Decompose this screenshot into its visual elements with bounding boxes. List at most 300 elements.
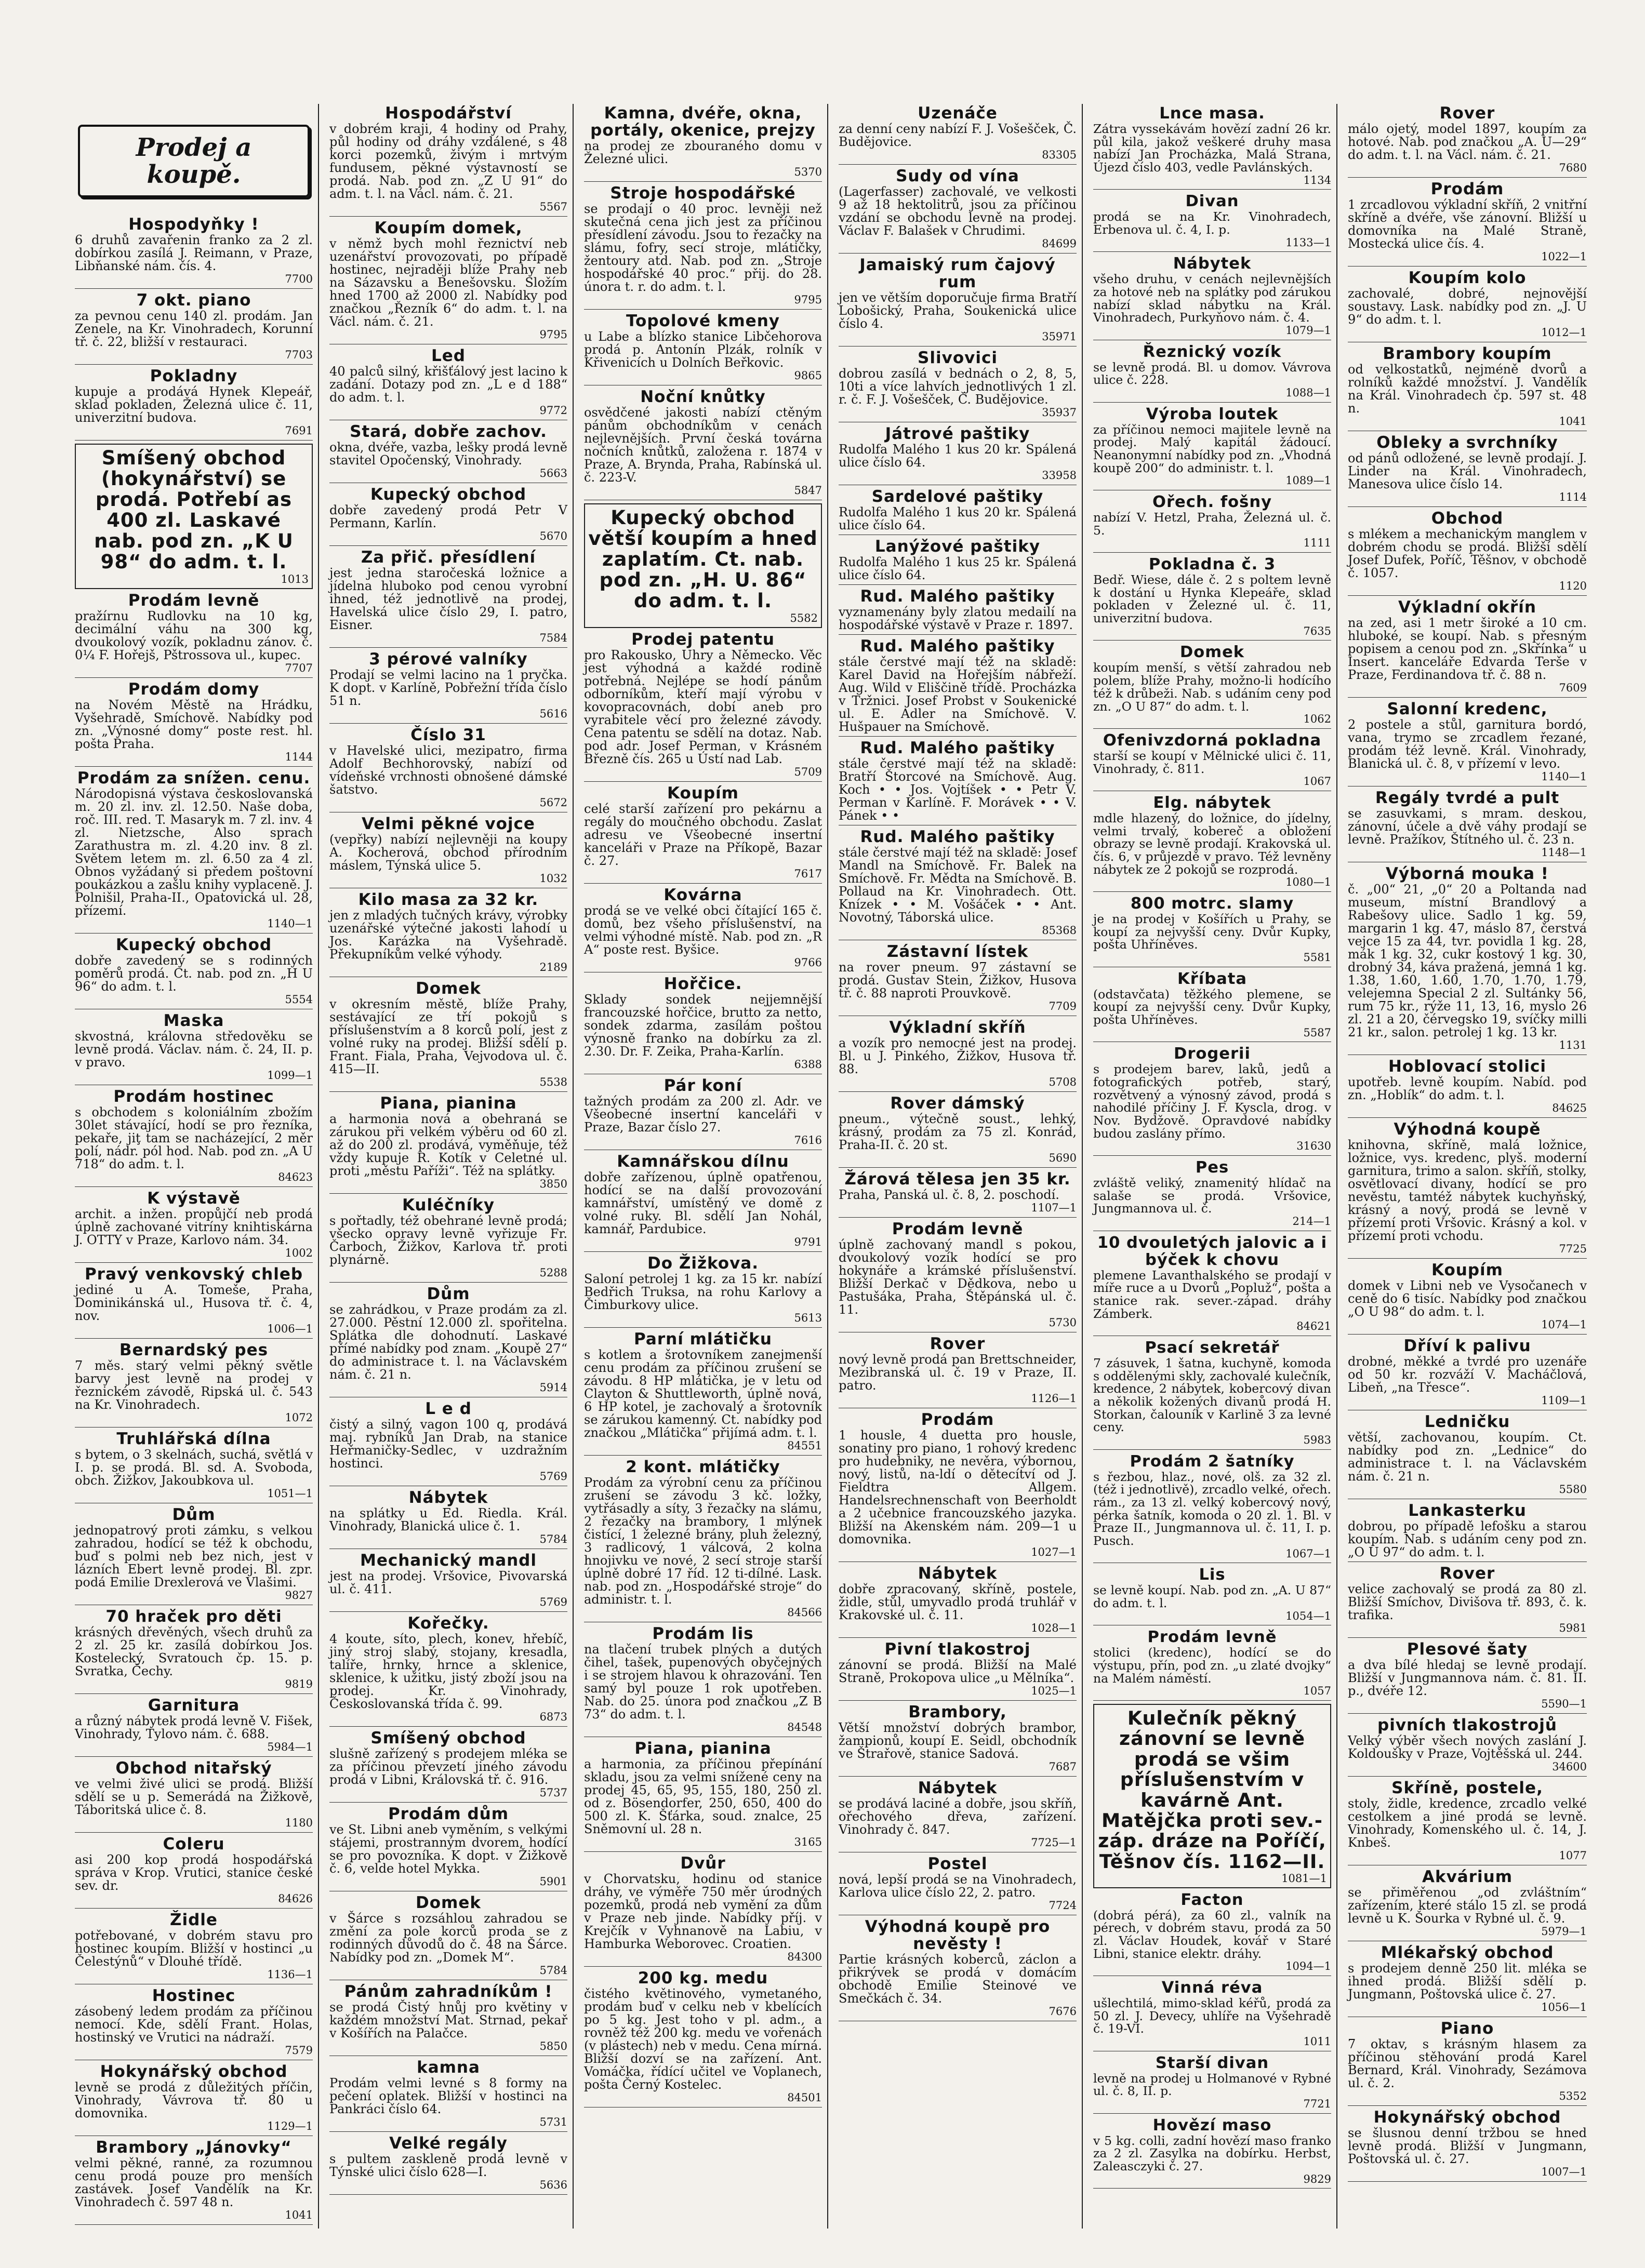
- ad-heading: Lis: [1199, 1566, 1226, 1584]
- classified-ad: [1093, 556, 1331, 641]
- classified-ad: [1093, 1979, 1331, 2051]
- classified-ad: [1348, 1717, 1587, 1777]
- ad-heading: Dům: [427, 1285, 470, 1303]
- ad-reference-number: 5587: [1303, 1026, 1331, 1039]
- ad-text: 7 zásuvek, 1 šatna, kuchyně, komoda s oddělenými skly, zachovalé kulečník, kredence, 2 nábytek, kobercový divan a několik kožených divanů prodá H. Storkan, čalouník v Karlině 3 za levné ceny.: [1093, 1356, 1331, 1435]
- ad-heading: Postel: [927, 1855, 988, 1873]
- classified-ad: [1348, 1780, 1587, 1865]
- classified-ad: [1093, 895, 1331, 967]
- ad-heading: Plesové šaty: [1407, 1640, 1528, 1659]
- ad-reference-number: 1007—1: [1541, 2166, 1587, 2178]
- ad-heading: Dříví k palivu: [1403, 1337, 1531, 1355]
- classified-ad: [329, 1197, 567, 1283]
- ad-heading: Nábytek: [1173, 255, 1252, 273]
- classified-ad: [75, 681, 313, 767]
- ad-heading: Koupím domek,: [374, 219, 523, 237]
- ad-text: jen ve větším doporučuje firma Bratří Lobošický, Praha, Soukenická ulice číslo 4.: [839, 290, 1077, 331]
- classified-ad: [75, 368, 313, 441]
- ad-heading: Pokladna č. 3: [1148, 555, 1276, 574]
- classified-ad: [839, 350, 1077, 422]
- classified-ad: [1093, 1891, 1331, 1976]
- ad-text: s prodejem barev, laků, jedů a fotografických potřeb, starý, rozvětvený a výnosný závod, prodá s nahodilé příčiny J. F. Kyscla, drog. v Nov. Bydžově. Opravdové nabídky budou zaslány přímo.: [1093, 1062, 1331, 1141]
- ad-heading: Pes: [1195, 1158, 1229, 1177]
- ad-heading: Do Žižkova.: [647, 1254, 759, 1273]
- ad-text: (vepřky) nabízí nejlevněji na koupy A. Kocherová, obchod přírodním máslem, Týnská ulice 5.: [329, 832, 567, 873]
- ad-heading: Výkladní okřín: [1398, 598, 1536, 617]
- ad-reference-number: 84626: [278, 1892, 313, 1905]
- ad-text: mdle hlazený, do ložnice, do jídelny, velmi trvalý, kobereč a obložení obrazy se levně prodají. Krakovská ul. čís. 6, v průjezdě v pravo. Též levněny nábytek ze 2 pokojů se rozprodá.: [1093, 810, 1331, 877]
- ad-text: koupím menší, s větší zahradou neb polem, blíže Prahy, možno-li hodícího též k drůbeži. Nab. s udáním ceny pod zn. „O U 87“ do adm. t. l.: [1093, 660, 1331, 714]
- ad-reference-number: 1120: [1559, 580, 1587, 592]
- ad-reference-number: 1180: [285, 1817, 313, 1829]
- ad-heading: Lanýžové paštiky: [874, 537, 1041, 556]
- classified-ad: [75, 1431, 313, 1503]
- ad-reference-number: 83305: [1042, 149, 1077, 161]
- ad-heading: Žárová tělesa jen 35 kr.: [844, 1170, 1071, 1189]
- ad-reference-number: 9819: [285, 1678, 313, 1690]
- ad-heading: Řeznický vozík: [1143, 342, 1282, 361]
- classified-ad: [1093, 1453, 1331, 1564]
- ad-text: (odstavčata) těžkého plemene, se koupí za nejvyšší ceny. Dvůr Kupky, pošta Uhříněves.: [1093, 986, 1331, 1027]
- ad-heading: Led: [431, 346, 466, 365]
- classified-ad: [839, 538, 1077, 585]
- ad-heading: Hostinec: [152, 1986, 236, 2005]
- ad-heading: Smíšený obchod: [370, 1729, 526, 1747]
- ad-text: (Lagerfasser) zachovalé, ve velkosti 9 až 18 hektolitrů, jsou za příčinou vzdání se obchodu levně na prodej. Václav F. Balašek v Chrudimi.: [839, 184, 1077, 238]
- ad-reference-number: 9772: [539, 404, 567, 417]
- ad-text: na splátky u Ed. Riedla. Král. Vinohrady, Blanická ulice č. 1.: [329, 1506, 567, 1533]
- ad-reference-number: 34600: [1552, 1760, 1587, 1773]
- ad-reference-number: 7703: [285, 349, 313, 361]
- classified-ad: [839, 1411, 1077, 1562]
- ad-reference-number: 7616: [794, 1134, 822, 1146]
- ad-heading: Stará, dobře zachov.: [350, 422, 547, 441]
- ad-reference-number: 9795: [539, 328, 567, 341]
- ad-reference-number: 1126—1: [1031, 1392, 1077, 1405]
- ad-reference-number: 1094—1: [1285, 1960, 1331, 1973]
- ad-heading: Koupím: [667, 784, 739, 803]
- ad-text: prodá se ve velké obci čítající 165 č. domů, bez všeho příslušenství, na velmi výhodné místě. Nab. pod zn. „R A“ poste rest. Byšice.: [584, 903, 822, 957]
- ad-reference-number: 7725: [1559, 1243, 1587, 1255]
- ad-reference-number: 5709: [794, 766, 822, 778]
- ad-heading: Salonní kredenc,: [1387, 700, 1548, 718]
- ad-text: dobře zpracovaný, skříně, postele, židle, stůl, umyvadlo prodá truhlář v Krakovské ul. č. 11.: [839, 1582, 1077, 1622]
- ad-heading: Topolové kmeny: [626, 312, 780, 330]
- ad-text: 4 koute, síto, plech, konev, hřebíč, jiný stroj slabý, stojany, kresadla, talíře, hrnky, hrnce a sklenice, sklenice, k užitku, jistý zboží jsou na prodej. Kr. Vinohrady, Českoslovanská třída č. 99.: [329, 1632, 567, 1711]
- ad-text: (dobrá pérá), za 60 zl., valník na pérech, v dobrém stavu, prodá za 50 zl. Václav Houdek, kovář v Staré Libni, stanice elektr. dráhy.: [1093, 1907, 1331, 1961]
- classified-ad: [329, 1730, 567, 1803]
- ad-reference-number: 1041: [1559, 415, 1587, 428]
- ad-reference-number: 1099—1: [267, 1069, 313, 1082]
- ad-heading: Hospodářství: [385, 104, 512, 123]
- classified-ad: [329, 1983, 567, 2056]
- classified-ad: [839, 638, 1077, 737]
- ad-reference-number: 2189: [539, 961, 567, 973]
- ad-reference-number: 1140—1: [267, 917, 313, 930]
- classified-ad: [329, 348, 567, 420]
- classified-ad: [1093, 970, 1331, 1043]
- classified-ad: [584, 1970, 822, 2107]
- classified-ad: [329, 423, 567, 483]
- classified-ad: [75, 937, 313, 1009]
- ad-heading: 2 kont. mlátičky: [626, 1458, 780, 1476]
- ad-reference-number: 5769: [539, 1596, 567, 1608]
- ad-heading: Drogerii: [1174, 1045, 1251, 1063]
- ad-text: od velkostatků, nejméně dvorů a rolníků každé množství. J. Vandělík na Král. Vinohradech čp. 597 st. 48 n.: [1348, 362, 1587, 416]
- ad-reference-number: 9766: [794, 956, 822, 969]
- ad-heading: Číslo 31: [410, 726, 486, 744]
- ad-reference-number: 33958: [1042, 469, 1077, 482]
- classified-ad: [584, 1740, 822, 1852]
- ad-text: se levně koupí. Nab. pod zn. „A. U 87“ do adm. t. l.: [1093, 1583, 1331, 1611]
- ad-heading: Výhodná koupě: [1394, 1120, 1541, 1139]
- classified-ad: [75, 1506, 313, 1605]
- classified-ad: [329, 2135, 567, 2195]
- ad-text: upotřeb. levně koupím. Nabíd. pod zn. „Hoblík“ do adm. t. l.: [1348, 1075, 1587, 1102]
- ad-heading: Hokynářský obchod: [100, 2062, 288, 2081]
- classified-ad: [839, 1641, 1077, 1701]
- ad-text: s mlékem a mechanickým manglem v dobrém chodu se prodá. Bližší sdělí Josef Dufek, Poříč, Těšnov, v obchodě č. 1057.: [1348, 527, 1587, 580]
- ad-reference-number: 7579: [285, 2044, 313, 2057]
- ad-reference-number: 1131: [1559, 1039, 1587, 1051]
- ad-reference-number: 1144: [285, 751, 313, 763]
- classified-ad: [1093, 1704, 1331, 1888]
- classified-ad: [1093, 1629, 1331, 1701]
- ad-text: jest jedna staročeská ložnice a jídelna hluboko pod cenou vyrobní ihned, též jednotlivě na prodej, Havelská ulice číslo 29, I. patro, Eisner.: [329, 566, 567, 632]
- ad-text: kupuje a prodává Hynek Klepeář, sklad pokladen, Železná ulice č. 11, univerzitní budova.: [75, 384, 313, 425]
- ad-reference-number: 5567: [539, 201, 567, 213]
- ad-heading: Obchod nitařský: [115, 1759, 272, 1778]
- ad-text: jen z mladých tučných krávy, výrobky uzenářské výtečné jakosti lahodí u Jos. Karázka na Vyšehradě. Překupníkům velké výhody.: [329, 908, 567, 962]
- ad-reference-number: 1028—1: [1031, 1622, 1077, 1634]
- ad-reference-number: 7617: [794, 868, 822, 880]
- ad-heading: Elg. nábytek: [1153, 793, 1271, 812]
- ad-heading: Vinná réva: [1161, 1978, 1263, 1997]
- classified-ad: [584, 313, 822, 385]
- newspaper-page: [73, 104, 1590, 2229]
- ad-reference-number: 1013: [281, 573, 309, 585]
- ad-text: nová, lepší prodá se na Vinohradech, Karlova ulice číslo 22, 2. patro.: [839, 1872, 1077, 1900]
- ad-text: s obchodem s koloniálním zbožím 30let stávající, hodí se pro řezníka, pekaře, jiţ tam se nacházející, 2 měr polí, nádr. pól hod. Nab. pod zn. „A U 718“ do adm. t. l.: [75, 1105, 313, 1171]
- ad-heading: Coleru: [163, 1835, 225, 1853]
- ad-heading: Uzenáče: [918, 104, 998, 123]
- ad-heading: Domek: [416, 1893, 481, 1912]
- ad-reference-number: 7700: [285, 273, 313, 285]
- classified-ad: [839, 1704, 1077, 1777]
- ad-heading: Kamna, dvéře, okna, portály, okenice, prejzy: [590, 104, 816, 140]
- ad-heading: 200 kg. medu: [638, 1969, 768, 1987]
- classified-ad: [75, 1836, 313, 1909]
- classified-ad: [1348, 701, 1587, 786]
- ad-heading: Židle: [170, 1911, 218, 1929]
- ad-reference-number: 5370: [794, 166, 822, 178]
- ad-heading: Nábytek: [918, 1564, 998, 1583]
- ad-reference-number: 3165: [794, 1836, 822, 1848]
- ad-text: zánovní se prodá. Bližší na Malé Straně, Prokopova ulice „u Mělníka“.: [839, 1658, 1077, 1685]
- ad-text: je na prodej v Košířích u Prahy, se koupí za nejvyšší ceny. Dvůr Kupky, pošta Uhříněves.: [1093, 911, 1331, 952]
- ad-text: dobrou zasílá v bednách o 2, 8, 5, 10ti a více lahvích jednotlivých 1 zl. r. č. F. J. Vošešček, Č. Budějovice.: [839, 366, 1077, 407]
- ad-heading: Kříbata: [1177, 969, 1247, 988]
- ad-heading: Zástavní lístek: [886, 942, 1029, 961]
- ad-heading: Smíšený obchod (hokynářství) se prodá. Potřebí as 400 zl. Laskavé nab. pod zn. „K U 98“ do adm. t. l.: [94, 447, 294, 573]
- ad-reference-number: 5288: [539, 1266, 567, 1279]
- classified-ad: [1348, 1641, 1587, 1714]
- ad-text: levně na prodej u Holmanové v Rybné ul. č. 8, II. p.: [1093, 2071, 1331, 2099]
- ad-reference-number: 1114: [1559, 491, 1587, 503]
- classified-ad: [1348, 510, 1587, 596]
- ad-text: ve St. Libni aneb vyměním, s velkými stájemi, prostranným dvorem, hodící se pro povozníka. K dopt. v Žižkově č. 6, velde hotel Mykka.: [329, 1822, 567, 1876]
- ad-reference-number: 1051—1: [267, 1487, 313, 1500]
- ad-heading: Maska: [163, 1011, 224, 1030]
- ad-text: v němž bych mohl řeznictví neb uzenářství provozovati, po případě hostinec, nejraději blíže Prahy neb na Sázavsku a Benešovsku. Složím hned 1700 až 2000 zl. Nabídky pod značkou „Řezník 6“ do adm. t. l. na Václ. nám. č. 21.: [329, 236, 567, 329]
- ad-heading: Domek: [416, 979, 481, 998]
- ad-text: s kotlem a šrotovníkem zanejmenší cenu prodám za příčinou zrušení se závodu. 8 HP mlátička, je v letu od Clayton & Shuttleworth, úplně nová, 6 HP kotel, je zachovalý a šrotovník se zárukou kamenný. Ct. nabídky pod značkou „Mlátička“ přijímá adm. t. l.: [584, 1348, 822, 1440]
- ad-text: velice zachovalý se prodá za 80 zl. Bližší Smíchov, Divišova tř. 893, č. k. trafika.: [1348, 1582, 1587, 1622]
- ad-reference-number: 1079—1: [1285, 324, 1331, 337]
- ad-reference-number: 7687: [1049, 1760, 1077, 1773]
- ad-text: stále čerstvé mají též na skladě: Josef Mandl na Smíchově. Fr. Balek na Smíchově. Fr. Mědta na Smíchově. B. Pollaud na Kr. Vinohradech. Ott. Knízek • • M. Vošáček • • Ant. Novotný, Táborská ulice.: [839, 845, 1077, 925]
- ad-heading: Rover: [1439, 1564, 1495, 1583]
- classified-ad: [75, 770, 313, 933]
- ads-list: [584, 105, 822, 2107]
- ad-text: 1 zrcadlovou výkladní skříň, 2 vnitřní skříně a dvéře, vše zánovní. Bližší u domovníka na Malé Straně, Mostecká ulice čís. 4.: [1348, 197, 1587, 251]
- classified-ad: [584, 1625, 822, 1737]
- classified-ad: [1348, 599, 1587, 698]
- ad-text: Prodám za výrobní cenu za příčinou zrušení se závodu 3 kč. ložky, vytřásadly a síty, 3 řezačky na slámu, 2 řezačky na brambory, 1 mlýnek čistící, 1 železné brány, pluh železný, 3 radlicový, 1 válcová, 2 kolna hnojivku ve nové, 2 secí stroje starší úplně dobré 17 říd. 12 ti-dílné. Lask. nab. pod zn. „Hospodářské stroje“ do administr. t. l.: [584, 1475, 822, 1607]
- ad-reference-number: 5582: [790, 612, 818, 624]
- classified-ad: [329, 2059, 567, 2132]
- ad-text: dobře zavedený prodá Petr V Permann, Karlín.: [329, 503, 567, 530]
- classified-ad: [75, 1697, 313, 1757]
- classified-ad: [75, 444, 313, 589]
- ad-text: a různý nábytek prodá levně V. Fišek, Vinohrady, Tylovo nám. č. 688.: [75, 1714, 313, 1741]
- ad-reference-number: 9827: [285, 1589, 313, 1602]
- ad-reference-number: 84699: [1042, 237, 1077, 250]
- ad-text: Velký výběr všech nových zaslání J. Koldoušky v Praze, Vojtěšská ul. 244.: [1348, 1733, 1587, 1761]
- classified-ad: [839, 488, 1077, 535]
- classified-ad: [329, 1895, 567, 1980]
- ad-heading: Piano: [1440, 2019, 1494, 2038]
- column-1: [73, 104, 319, 2229]
- classified-ad: [1348, 181, 1587, 266]
- ad-reference-number: 1032: [539, 872, 567, 885]
- ad-reference-number: 1057: [1303, 1685, 1331, 1698]
- ad-text: 7 měs. starý velmi pěkný světle barvy jest levně na prodej v řeznickém závodě, Ripská ul. č. 543 na Kr. Vinohradech.: [75, 1358, 313, 1412]
- classified-ad: [329, 1552, 567, 1612]
- ad-text: ve velmi živé ulici se prodá. Bližší sdělí se u p. Semerádá na Žižkově, Táboritská ulice č. 8.: [75, 1777, 313, 1817]
- classified-ad: [1348, 1338, 1587, 1410]
- ad-heading: Prodej patentu: [631, 630, 775, 649]
- ad-text: zásobený ledem prodám za příčinou nemocí. Kde, sdělí Frant. Holas, hostinský ve Vrutici na nádraží.: [75, 2004, 313, 2045]
- ad-reference-number: 7676: [1049, 2005, 1077, 2018]
- ad-heading: Regály tvrdé a pult: [1375, 789, 1560, 807]
- classified-ad: [329, 549, 567, 648]
- classified-ad: [839, 1095, 1077, 1168]
- ad-reference-number: 1041: [285, 2209, 313, 2221]
- ad-text: vyznamenány byly zlatou medailí na hospodářské výstavě v Praze r. 1897.: [839, 605, 1077, 632]
- ad-text: se prodají o 40 proc. levněji než skutečná cena jich jest za příčinou přesídlení závodu. Jsou to řezačky na slámu, fofry, secí stroje, mlátičky, žentoury atd. Nab. pod zn. „Stroje hospodářské 40 proc.“ přij. do 28. února t. r. do adm. t. l.: [584, 202, 822, 294]
- ad-text: nový levně prodá pan Brettschneider, Mezibranská ul. č. 19 v Praze, II. patro.: [839, 1352, 1077, 1393]
- ad-reference-number: 5981: [1559, 1622, 1587, 1634]
- ad-text: od pánů odložené, se levně prodají. J. Linder na Král. Vinohradech, Manesova ulice číslo 14.: [1348, 451, 1587, 491]
- ad-heading: Prodám: [921, 1410, 994, 1429]
- ad-heading: Skříně, postele,: [1391, 1779, 1543, 1797]
- ad-reference-number: 5554: [285, 993, 313, 1006]
- classified-ad: [75, 2063, 313, 2136]
- ad-reference-number: 84621: [1296, 1320, 1331, 1333]
- classified-ad: [584, 1459, 822, 1622]
- ad-reference-number: 1088—1: [1285, 386, 1331, 399]
- ad-heading: Prodám levně: [892, 1220, 1024, 1238]
- classified-ad: [1348, 1121, 1587, 1259]
- classified-ad: [329, 486, 567, 546]
- ad-text: stoly, židle, kredence, zrcadlo velké cestolkem a jiné prodá se levně. Vinohrady, Komenského ul. č. 14, J. Knbeš.: [1348, 1796, 1587, 1850]
- ad-heading: Brambory koupím: [1383, 344, 1552, 363]
- ad-reference-number: 7709: [1049, 1000, 1077, 1012]
- ad-text: zvláště veliký, znamenitý hlídač na salaše se prodá. Vršovice, Jungmannova ul. č.: [1093, 1175, 1331, 1216]
- ad-heading: Dvůr: [680, 1854, 726, 1873]
- classified-ad: [1348, 1058, 1587, 1118]
- ad-heading: Facton: [1180, 1890, 1244, 1909]
- ad-text: s prodejem denně 250 lit. mléka se ihned prodá. Bližší sdělí p. Jungmann, Poštovská ulice č. 27.: [1348, 1961, 1587, 2002]
- ad-reference-number: 5847: [794, 484, 822, 497]
- ad-reference-number: 7725—1: [1031, 1836, 1077, 1849]
- ad-heading: Pivní tlakostroj: [884, 1640, 1031, 1659]
- classified-ad: [75, 1987, 313, 2060]
- ad-text: 7 oktav, s krásným hlasem za příčinou stěhování prodá Karel Bernard, Král. Vinohrady, Sezámova ul. č. 2.: [1348, 2037, 1587, 2090]
- classified-ad: [1348, 1262, 1587, 1335]
- ad-reference-number: 5901: [539, 1875, 567, 1888]
- ad-text: drobné, měkké a tvrdé pro uzenáře od 50 kr. rozváží V. Macháčlová, Libeň, „na Třesce“.: [1348, 1354, 1587, 1395]
- ad-heading: Kamnářskou dílnu: [617, 1152, 789, 1171]
- ad-reference-number: 1056—1: [1541, 2001, 1587, 2013]
- ad-reference-number: 9829: [1303, 2172, 1331, 2185]
- ad-text: slušně zařízený s prodejem mléka se za příčinou převzetí jiného závodu prodá v Libni, Královská tř. č. 916.: [329, 1746, 567, 1787]
- ad-text: úplně zachovaný mandl s pokou, dvoukolový vozík hodící se pro hokynáře a krámské příslušenství. Bližší Derkač v Dědkova, nebo u Pastušáka, Praha, Štěpánská ul. č. 11.: [839, 1237, 1077, 1317]
- classified-ad: [1093, 406, 1331, 490]
- ad-reference-number: 5984—1: [267, 1741, 313, 1753]
- ad-heading: Prodám domy: [128, 680, 260, 699]
- ad-reference-number: 5737: [539, 1786, 567, 1799]
- classified-ad: [839, 168, 1077, 254]
- ads-list: [329, 105, 567, 2195]
- ad-text: skvostná, královna středověku se levně prodá. Václav. nám. č. 24, II. p. v pravo.: [75, 1029, 313, 1070]
- ad-reference-number: 5590—1: [1541, 1698, 1587, 1710]
- ad-reference-number: 1012—1: [1541, 326, 1587, 339]
- classified-ad: [584, 1153, 822, 1252]
- ad-reference-number: 1077: [1559, 1849, 1587, 1862]
- ad-text: se zasuvkami, s mram. deskou, zánovní, účele a dvě váhy prodají se levně. Pražíkov, Štítného ul. č. 23 n.: [1348, 806, 1587, 847]
- ad-text: všeho druhu, v cenách nejlevnějších za hotové neb na splátky pod zárukou nabízí sklad nábytku na Král. Vinohradech, Purkyňovo nám. č. 4.: [1093, 272, 1331, 325]
- ad-heading: 3 pérové valníky: [369, 650, 528, 669]
- column-6: [1346, 104, 1590, 2229]
- ad-text: Praha, Panská ul. č. 8, 2. poschodí.: [839, 1188, 1059, 1202]
- ad-reference-number: 84300: [787, 1951, 822, 1963]
- ad-heading: Prodám hostinec: [113, 1087, 274, 1106]
- ad-heading: Starší divan: [1155, 2053, 1269, 2072]
- ad-heading: Rover: [930, 1335, 986, 1353]
- ad-text: se prodává laciné a dobře, jsou skříň, ořechového dřeva, zařízení. Vinohrady č. 847.: [839, 1796, 1077, 1837]
- classified-ad: [1093, 193, 1331, 252]
- ad-heading: Rover: [1439, 104, 1495, 123]
- ad-heading: Mlékařský obchod: [1381, 1943, 1554, 1962]
- ad-text: Partie krásných koberců, záclon a přikrývek se prodá v domácím obchodě Emilie Steinové ve Smečkách č. 34.: [839, 1952, 1077, 2006]
- classified-ad: [839, 1780, 1077, 1852]
- ad-heading: Truhlářská dílna: [116, 1430, 271, 1448]
- ad-text: tažných prodám za 200 zl. Adr. ve Všeobecné insertní kanceláři v Praze, Bazar číslo 27.: [584, 1094, 822, 1135]
- ad-heading: Za přič. přesídlení: [361, 548, 536, 567]
- ad-text: celé starší zařízení pro pekárnu a regály do moučného obchodu. Zaslat adresu ve Všeobecné insertní kanceláři v Praze na Příkopě, Bazar č. 27.: [584, 802, 822, 868]
- ad-text: stále čerstvé mají též na skladě: Karel David na Hořejším nábřeží. Aug. Wild v Eliščině třídě. Procházka v Tržnici. Josef Probst v Soukenické ul. E. Adler na Smíchově. V. Hušpauer na Smíchově.: [839, 655, 1077, 734]
- ad-text: knihovna, skříně, malá ložnice, ložnice, vys. kredenc, plyš. moderní garnitura, trimo a salon. skříň, stolky, osvětlovací divany, hodící se pro nevěstu, tamtéž nábytek kuchyňský, krásný a nový, prodá se levně v přízemí proti Vršovic. Krásný a kol. v přízemí proti vchodu.: [1348, 1138, 1587, 1243]
- ad-heading: Stroje hospodářské: [610, 184, 796, 203]
- ad-reference-number: 5636: [539, 2179, 567, 2191]
- ad-text: Rudolfa Malého 1 kus 25 kr. Spálená ulice číslo 64.: [839, 555, 1077, 582]
- ad-text: Rudolfa Malého 1 kus 20 kr. Spálená ulice číslo 64.: [839, 442, 1077, 470]
- ad-reference-number: 1133—1: [1285, 236, 1331, 249]
- ad-heading: Koupím: [1431, 1261, 1503, 1279]
- ad-heading: Kořečky.: [407, 1614, 489, 1633]
- classified-ad: [1093, 794, 1331, 892]
- ad-heading: Brambory „Jánovky“: [96, 2138, 292, 2157]
- classified-ad: [75, 1342, 313, 1427]
- ad-text: č. „00“ 21, „0“ 20 a Poltanda nad museum, místní Brandlový a Rabešovy ulice. Sadlo 1 kg. 59, margarin 1 kg. 47, máslo 87, čerstvá vejce 15 za 44, tvr. povidla 1 kg. 28, mák 1 kg. 32, cukr kostový 1 kg. 30, drobný 34, káva pražená, jemná 1 kg. 1.38, 1.60, 1.60, 1.70, 1.70, 1.79, velejemna Special 2 zl. Sultánky 56, rum 75 kr., rýže 11, 13, 16, myslo 26 zl. 21 a 20, čérvegsko 19, svíčky milli 21 kr., salon. petrolej 1 kg. 13 kr.: [1348, 882, 1587, 1039]
- classified-ad: [1093, 1234, 1331, 1336]
- ad-heading: Nábytek: [918, 1779, 998, 1797]
- classified-ad: [584, 503, 822, 628]
- ad-text: v okresním městě, blíže Prahy, sestávající ze tří pokojů s příslušenstvím a 8 korců polí, jest z volné ruky na prodej. Bližší sdělí p. Frant. Fiala, Praha, Vejvodova ul. č. 415—II.: [329, 997, 567, 1076]
- ad-text: stolici (kredenc), hodící se do výstupu, přín, pod zn. „u zlaté dvojky“ na Malém náměstí.: [1093, 1645, 1331, 1686]
- classified-ad: [1348, 434, 1587, 507]
- ad-reference-number: 5352: [1559, 2090, 1587, 2102]
- ad-text: za denní ceny nabízí F. J. Vošešček, Č. Budějovice.: [839, 122, 1077, 149]
- ad-reference-number: 5613: [794, 1312, 822, 1324]
- ad-heading: Prodám: [1430, 180, 1504, 198]
- classified-ad: [75, 1088, 313, 1187]
- ad-text: se prodá Čistý hnůj pro květiny v každém množství Mat. Strnad, pekař v Košířích na Palačce.: [329, 2000, 567, 2040]
- ad-text: v dobrém kraji, 4 hodiny od Prahy, půl hodiny od dráhy vzdálené, s 48 korci pozemků, živým i mrtvým fundusem, pěkné výstavností se prodá. Nab. pod zn. „Z U 91“ do adm. t. l. na Václ. nám. č. 21.: [329, 122, 567, 201]
- ad-heading: Ořech. fošny: [1152, 493, 1272, 512]
- ad-heading: Divan: [1185, 192, 1239, 211]
- ad-text: málo ojetý, model 1897, koupím za hotové. Nab. pod značkou „A. U—29“ do adm. t. l. na Václ. nám. č. 21.: [1348, 122, 1587, 162]
- ad-reference-number: 5850: [539, 2040, 567, 2052]
- ad-heading: Jamaiský rum čajový rum: [859, 256, 1056, 291]
- ad-heading: Rud. Malého paštiky: [860, 637, 1055, 656]
- ad-text: 6 druhů zavařenin franko za 2 zl. dobírkou zasílá J. Reimann, v Praze, Libňanské nám. čís. 4.: [75, 233, 313, 273]
- classified-ad: [1093, 1566, 1331, 1625]
- ad-reference-number: 5979—1: [1541, 1925, 1587, 1938]
- classified-ad: [1093, 1159, 1331, 1231]
- ad-heading: Velké regály: [389, 2134, 508, 2153]
- classified-ad: [75, 216, 313, 289]
- ad-heading: 70 hraček pro děti: [105, 1607, 282, 1626]
- ad-heading: Piana, pianina: [380, 1094, 517, 1113]
- ad-reference-number: 1081—1: [1281, 1872, 1327, 1885]
- ad-heading: Rud. Malého paštiky: [860, 739, 1055, 757]
- classified-ad: [1348, 2020, 1587, 2106]
- ad-heading: Dům: [172, 1505, 216, 1524]
- ad-reference-number: 1054—1: [1285, 1609, 1331, 1622]
- ad-text: pražírnu Rudlovku na 10 kg, decimální váhu na 300 kg, dvoukolový vozík, pokladnu zánov. č. 0¼ F. Hořejš, Pštrossova ul., kupec.: [75, 609, 313, 662]
- ad-text: dobře zavedený se s rodinných poměrů prodá. Ct. nab. pod zn. „H U 96“ do adm. t. l.: [75, 953, 313, 994]
- ad-reference-number: 1062: [1303, 713, 1331, 726]
- ad-heading: kamna: [417, 2058, 480, 2077]
- ad-heading: Brambory,: [908, 1703, 1007, 1722]
- ad-text: 1 housle, 4 duetta pro housle, sonatiny pro piano, 1 rohový kredenc pro hudebniky, ne nevěra, výbornou, nový, listů, na-ldí o dětecítví od J. Fieldtra Allgem. Handelsrechnenschaft von Beerholdt a 2 učebnice francouzského jazyka. Bližší na Akenském nám. 209—1 u domovnika.: [839, 1428, 1077, 1546]
- ad-reference-number: 7691: [285, 424, 313, 437]
- ad-reference-number: 1067—1: [1285, 1547, 1331, 1560]
- ad-heading: Ledničku: [1424, 1412, 1510, 1431]
